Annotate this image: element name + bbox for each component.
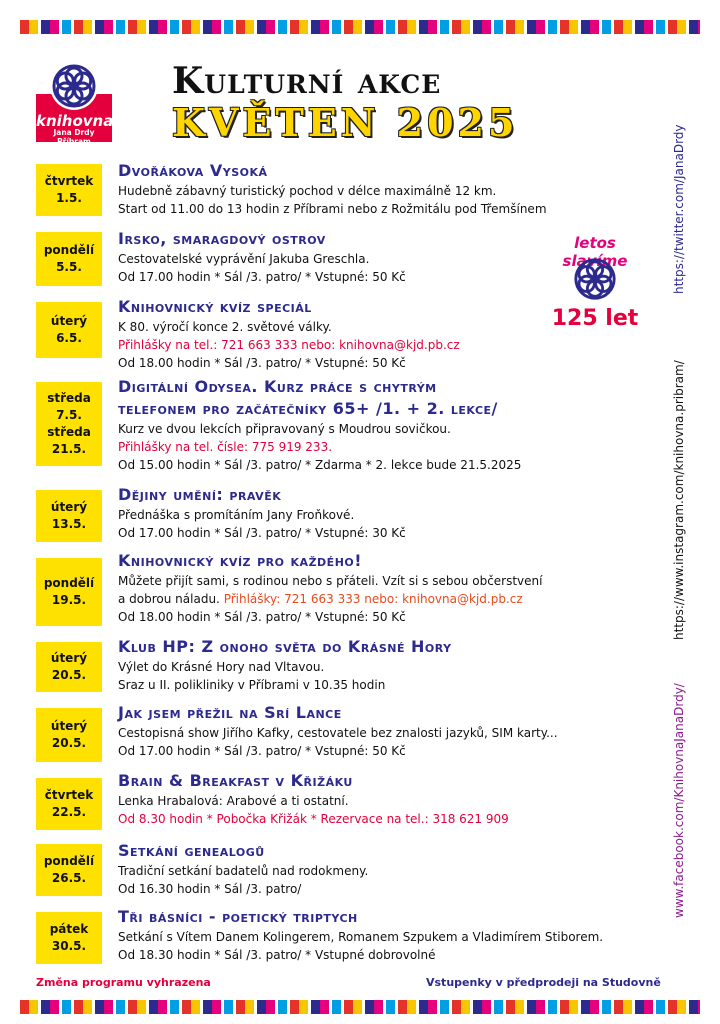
event-item xyxy=(118,702,678,760)
event-description-line xyxy=(118,590,678,608)
logo-text: knihovna xyxy=(36,112,114,130)
event-details: Od 8.30 hodin * Pobočka Křižák * Rezervace na tel.: 318 621 909 xyxy=(118,812,509,826)
event-weekday: čtvrtek xyxy=(44,788,94,802)
page-title: Kulturní akce xyxy=(172,60,442,102)
page-subtitle-month: KVĚTEN 2025 xyxy=(172,100,519,145)
event-item xyxy=(118,376,678,474)
event-registration: Přihlášky: 721 663 333 nebo: knihovna@kjd.pb.cz xyxy=(223,592,523,606)
event-item xyxy=(118,770,678,828)
event-registration: Přihlášky na tel. čísle: 775 919 233. xyxy=(118,440,333,454)
event-date xyxy=(36,490,102,542)
event-item xyxy=(118,228,678,286)
event-description: Tradiční setkání badatelů nad rodokmeny. xyxy=(118,864,369,878)
event-description: Přednáška s promítáním Jany Froňkové. xyxy=(118,508,355,522)
event-day: 13.5. xyxy=(51,517,87,531)
decorative-stripe-bottom xyxy=(20,1000,700,1014)
event-registration: Přihlášky na tel.: 721 663 333 nebo: knihovna@kjd.pb.cz xyxy=(118,338,460,352)
event-item xyxy=(118,840,678,898)
event-details: Od 15.00 hodin * Sál /3. patro/ * Zdarma * 2. lekce bude 21.5.2025 xyxy=(118,458,522,472)
event-description: Kurz ve dvou lekcích připravovaný s Moudrou sovičkou. xyxy=(118,422,451,436)
event-day: 1.5. xyxy=(56,191,82,205)
event-title: Knihovnický kvíz speciál xyxy=(118,297,312,316)
event-weekday: úterý xyxy=(50,719,88,733)
event-weekday: pátek xyxy=(49,922,89,936)
event-item xyxy=(118,906,678,964)
event-weekday: pondělí xyxy=(43,576,95,590)
footer-note-program-change: Změna programu vyhrazena xyxy=(36,976,211,989)
event-day: 7.5. xyxy=(56,408,82,422)
event-item xyxy=(118,550,678,626)
event-details: Od 17.00 hodin * Sál /3. patro/ * Vstupné: 30 Kč xyxy=(118,526,406,540)
event-title: Brain & Breakfast v Křižáku xyxy=(118,771,353,790)
event-title: Tři básníci - poetický triptych xyxy=(118,907,358,926)
event-details: Start od 11.00 do 13 hodin z Příbrami nebo z Rožmitálu pod Třemšínem xyxy=(118,202,547,216)
event-item xyxy=(118,636,678,694)
event-date xyxy=(36,708,102,762)
event-day: 19.5. xyxy=(51,593,87,607)
event-description-continued: a dobrou náladu. xyxy=(118,592,220,606)
event-weekday: pondělí xyxy=(43,243,95,257)
event-day: 22.5. xyxy=(51,805,87,819)
event-details: Od 18.00 hodin * Sál /3. patro/ * Vstupné: 50 Kč xyxy=(118,610,406,624)
event-details: Od 17.00 hodin * Sál /3. patro/ * Vstupné: 50 Kč xyxy=(118,744,406,758)
event-description: Můžete přijít sami, s rodinou nebo s přáteli. Vzít si s sebou občerstvení xyxy=(118,574,543,588)
event-item xyxy=(118,160,678,218)
event-details: Od 18.30 hodin * Sál /3. patro/ * Vstupné dobrovolné xyxy=(118,948,436,962)
event-weekday: středa xyxy=(47,391,91,405)
event-date xyxy=(36,232,102,286)
event-date xyxy=(36,164,102,216)
event-title: Dvořákova Vysoká xyxy=(118,161,268,180)
event-day: 20.5. xyxy=(51,736,87,750)
event-weekday: úterý xyxy=(50,314,88,328)
event-date xyxy=(36,778,102,830)
event-title: Dějiny umění: pravěk xyxy=(118,485,282,504)
event-weekday: čtvrtek xyxy=(44,174,94,188)
event-description: Cestovatelské vyprávění Jakuba Greschla. xyxy=(118,252,370,266)
event-date xyxy=(36,382,102,466)
event-day: 30.5. xyxy=(51,939,87,953)
event-title: Knihovnický kvíz pro každého! xyxy=(118,551,363,570)
event-item xyxy=(118,484,678,542)
event-date xyxy=(36,558,102,626)
event-day: 5.5. xyxy=(56,260,82,274)
footer-note-tickets: Vstupenky v předprodeji na Studovně xyxy=(426,976,661,989)
event-description: Výlet do Krásné Hory nad Vltavou. xyxy=(118,660,325,674)
event-description: Cestopisná show Jiřího Kafky, cestovatele bez znalosti jazyků, SIM karty... xyxy=(118,726,558,740)
event-weekday: středa xyxy=(47,425,91,439)
facebook-link[interactable]: www.facebook.com/KnihovnaJanaDrdy/ xyxy=(672,683,686,918)
event-date xyxy=(36,302,102,358)
event-title: Jak jsem přežil na Srí Lance xyxy=(118,703,342,722)
event-details: Sraz u II. polikliniky v Příbrami v 10.35 hodin xyxy=(118,678,386,692)
event-title-continued: telefonem pro začátečníky 65+ /1. + 2. lekce/ xyxy=(118,399,498,418)
event-title: Klub HP: Z onoho světa do Krásné Hory xyxy=(118,637,452,656)
event-description: Lenka Hrabalová: Arabové a ti ostatní. xyxy=(118,794,349,808)
event-weekday: pondělí xyxy=(43,854,95,868)
event-weekday: úterý xyxy=(50,500,88,514)
event-title: Setkání genealogů xyxy=(118,841,265,860)
badge-arc-text: letos slavíme xyxy=(562,234,628,270)
event-day: 26.5. xyxy=(51,871,87,885)
event-description: Setkání s Vítem Danem Kolingerem, Romanem Szpukem a Vladimírem Stiborem. xyxy=(118,930,604,944)
event-weekday: úterý xyxy=(50,651,88,665)
event-day: 6.5. xyxy=(56,331,82,345)
badge-years: 125 let xyxy=(551,306,639,331)
flower-icon xyxy=(50,62,98,110)
decorative-stripe-top xyxy=(20,20,700,34)
logo-subtext: Jana Drdy Příbram xyxy=(53,128,95,146)
event-description: K 80. výročí konce 2. světové války. xyxy=(118,320,332,334)
event-date xyxy=(36,844,102,896)
event-details: Od 18.00 hodin * Sál /3. patro/ * Vstupné: 50 Kč xyxy=(118,356,406,370)
library-logo xyxy=(36,62,114,146)
event-date xyxy=(36,642,102,692)
event-details: Od 16.30 hodin * Sál /3. patro/ xyxy=(118,882,302,896)
event-day: 21.5. xyxy=(51,442,87,456)
twitter-link[interactable]: https://twitter.com/JanaDrdy xyxy=(672,124,686,294)
instagram-link[interactable]: https://www.instagram.com/knihovna.pribram/ xyxy=(672,360,686,640)
event-day: 20.5. xyxy=(51,668,87,682)
event-details: Od 17.00 hodin * Sál /3. patro/ * Vstupné: 50 Kč xyxy=(118,270,406,284)
event-item xyxy=(118,296,678,372)
event-title: Irsko, smaragdový ostrov xyxy=(118,229,326,248)
event-description: Hudebně zábavný turistický pochod v délce maximálně 12 km. xyxy=(118,184,497,198)
event-date xyxy=(36,912,102,964)
event-title: Digitální Odysea. Kurz práce s chytrým xyxy=(118,377,437,396)
